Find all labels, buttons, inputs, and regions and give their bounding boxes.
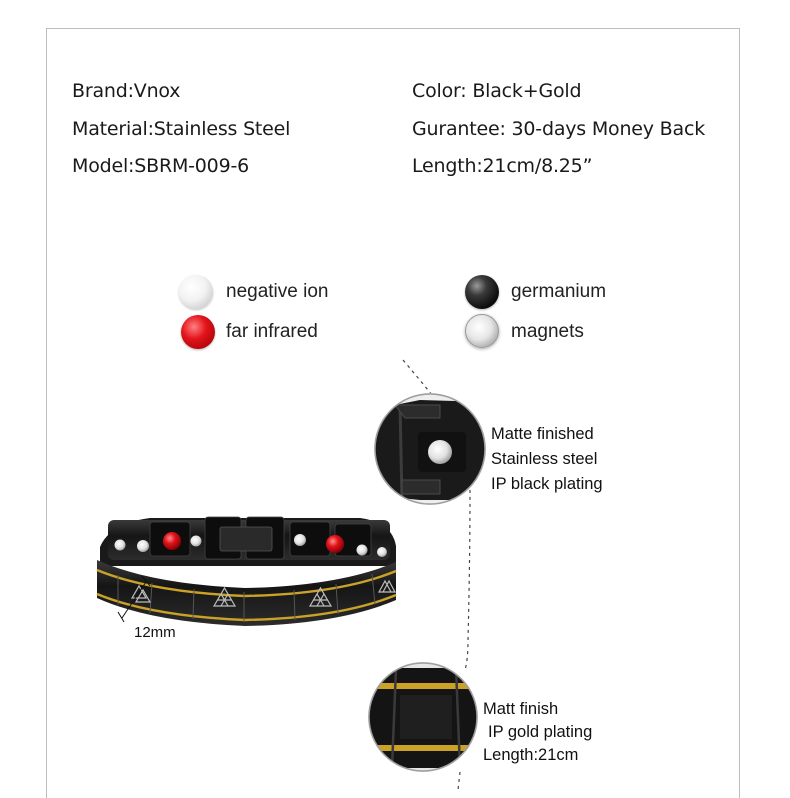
width-dimension-label: 12mm [134, 624, 176, 641]
legend-magnets: magnets [511, 321, 584, 342]
spec-brand: Brand:Vnox [72, 80, 181, 102]
spec-model: Model:SBRM-009-6 [72, 155, 250, 177]
legend-negative-ion: negative ion [226, 281, 329, 302]
callout-bottom-line-3: Length:21cm [483, 746, 579, 764]
legend-germanium: germanium [511, 281, 607, 302]
legend-far-infrared: far infrared [226, 321, 318, 342]
callout-bottom-line-2: IP gold plating [488, 723, 593, 741]
spec-length: Length:21cm/8.25” [412, 155, 593, 177]
bracelet-front [97, 560, 396, 626]
link-magnifier [366, 660, 481, 775]
callout-bottom [483, 698, 592, 767]
clasp-magnifier [370, 390, 490, 510]
spec-guarantee: Gurantee: 30-days Money Back [412, 118, 706, 140]
bracelet-back [100, 517, 396, 566]
callout-top [491, 422, 603, 497]
callout-bottom-line-1: Matt finish [483, 700, 559, 718]
spec-material: Material:Stainless Steel [72, 118, 291, 140]
callout-top-line-1: Matte finished [491, 425, 594, 443]
spec-color: Color: Black+Gold [412, 80, 582, 102]
callout-top-line-2: Stainless steel [491, 450, 598, 468]
callout-top-line-3: IP black plating [491, 475, 603, 493]
